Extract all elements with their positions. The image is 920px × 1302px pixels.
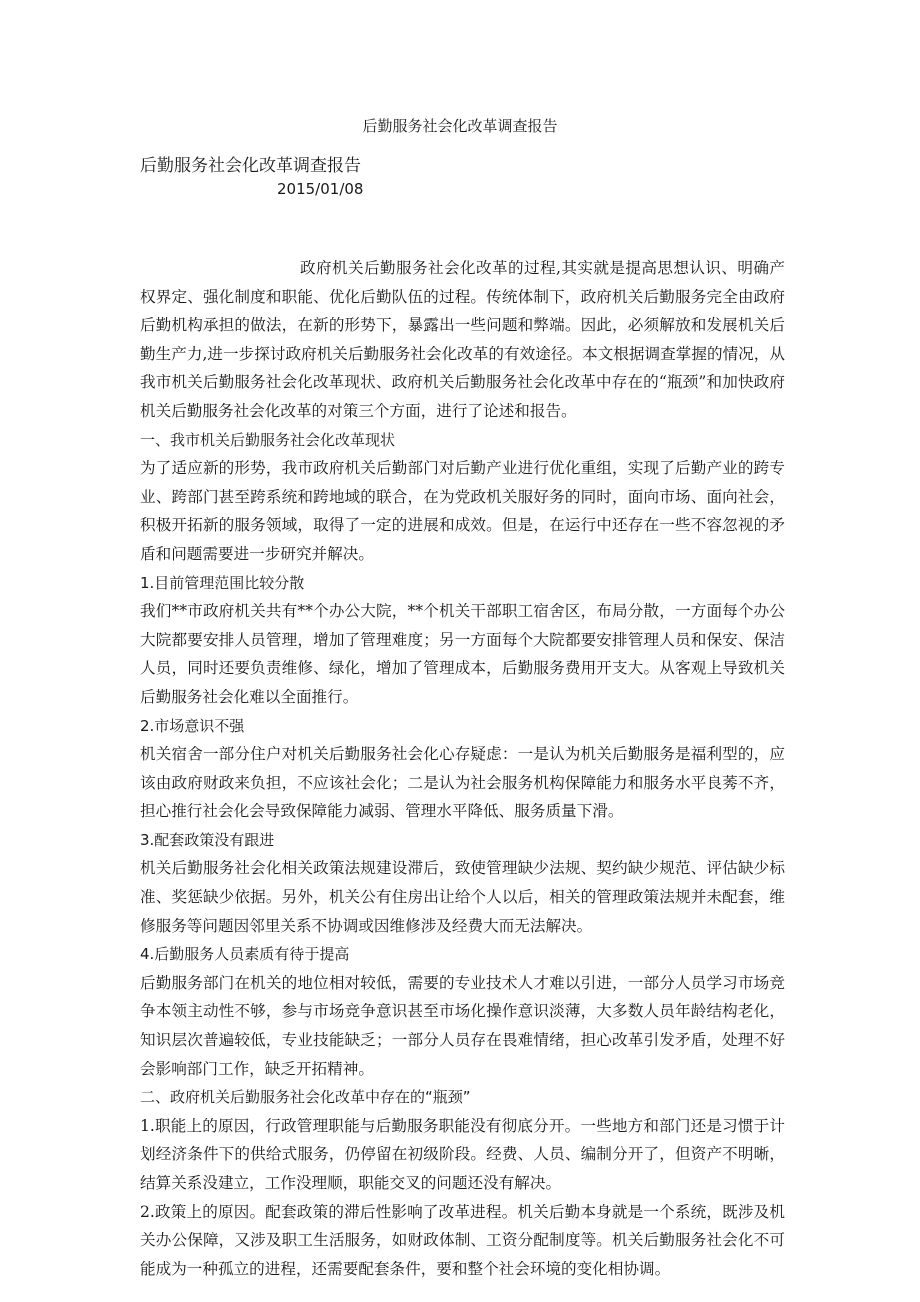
section1-item2-paragraph: 机关宿舍一部分住户对机关后勤服务社会化心存疑虑：一是认为机关后勤服务是福利型的，应该由政府财政来负担，不应该社会化；二是认为社会服务机构保障能力和服务水平良莠不齐，担心推行社会化会导致保障能力减弱、管理水平降低、服务质量下滑。 [140,745,785,821]
section1-item2-heading: 2.市场意识不强 [140,716,245,735]
document-date: 2015/01/08 [277,180,364,198]
section2-heading: 二、政府机关后勤服务社会化改革中存在的“瓶颈” [140,1088,471,1107]
section2-item1-paragraph: 1.职能上的原因，行政管理职能与后勤服务职能没有彻底分开。一些地方和部门还是习惯于计划经济条件下的供给式服务，仍停留在初级阶段。经费、人员、编制分开了，但资产不明晰，结算关系没建立，工作没理顺，职能交叉的问题还没有解决。 [140,1116,785,1192]
section1-item3-heading: 3.配套政策没有跟进 [140,830,275,849]
section1-paragraph: 为了适应新的形势，我市政府机关后勤部门对后勤产业进行优化重组，实现了后勤产业的跨专业、跨部门甚至跨系统和跨地域的联合，在为党政机关服好务的同时，面向市场、面向社会，积极开拓新的服务领域，取得了一定的进展和成效。但是，在运行中还存在一些不容忽视的矛盾和问题需要进一步研究并解决。 [140,459,785,563]
section1-heading: 一、我市机关后勤服务社会化改革现状 [140,430,396,449]
section1-item1-paragraph: 我们**市政府机关共有**个办公大院，**个机关干部职工宿舍区，布局分散，一方面每个办公大院都要安排人员管理，增加了管理难度；另一方面每个大院都要安排管理人员和保安、保洁人员，同时还要负责维修、绿化，增加了管理成本，后勤服务费用开支大。从客观上导致机关后勤服务社会化难以全面推行。 [140,602,785,706]
section1-item1-heading: 1.目前管理范围比较分散 [140,573,305,592]
document-body [140,254,785,1283]
section1-item3-paragraph: 机关后勤服务社会化相关政策法规建设滞后，致使管理缺少法规、契约缺少规范、评估缺少标准、奖惩缺少依据。另外，机关公有住房出让给个人以后，相关的管理政策法规并未配套，维修服务等问题因邻里关系不协调或因维修涉及经费大而无法解决。 [140,859,785,935]
intro-paragraph: 政府机关后勤服务社会化改革的过程,其实就是提高思想认识、明确产权界定、强化制度和职能、优化后勤队伍的过程。传统体制下，政府机关后勤服务完全由政府后勤机构承担的做法，在新的形势下，暴露出一些问题和弊端。因此，必须解放和发展机关后勤生产力,进一步探讨政府机关后勤服务社会化改革的有效途径。本文根据调查掌握的情况，从我市机关后勤服务社会化改革现状、政府机关后勤服务社会化改革中存在的“瓶颈”和加快政府机关后勤服务社会化改革的对策三个方面，进行了论述和报告。 [140,259,785,420]
section1-item4-paragraph: 后勤服务部门在机关的地位相对较低，需要的专业技术人才难以引进，一部分人员学习市场竞争本领主动性不够，参与市场竞争意识甚至市场化操作意识淡薄，大多数人员年龄结构老化，知识层次普遍较低，专业技能缺乏；一部分人员存在畏难情绪，担心改革引发矛盾，处理不好会影响部门工作，缺乏开拓精神。 [140,973,785,1078]
document-title: 后勤服务社会化改革调查报告 [362,117,558,135]
section2-item2-paragraph: 2.政策上的原因。配套政策的滞后性影响了改革进程。机关后勤本身就是一个系统，既涉及机关办公保障，又涉及职工生活服务，如财政体制、工资分配制度等。机关后勤服务社会化不可能成为一种孤立的进程，还需要配套条件，要和整个社会环境的变化相协调。 [140,1202,785,1278]
section1-item4-heading: 4.后勤服务人员素质有待于提高 [140,945,350,964]
document-subtitle: 后勤服务社会化改革调查报告 [140,156,361,176]
